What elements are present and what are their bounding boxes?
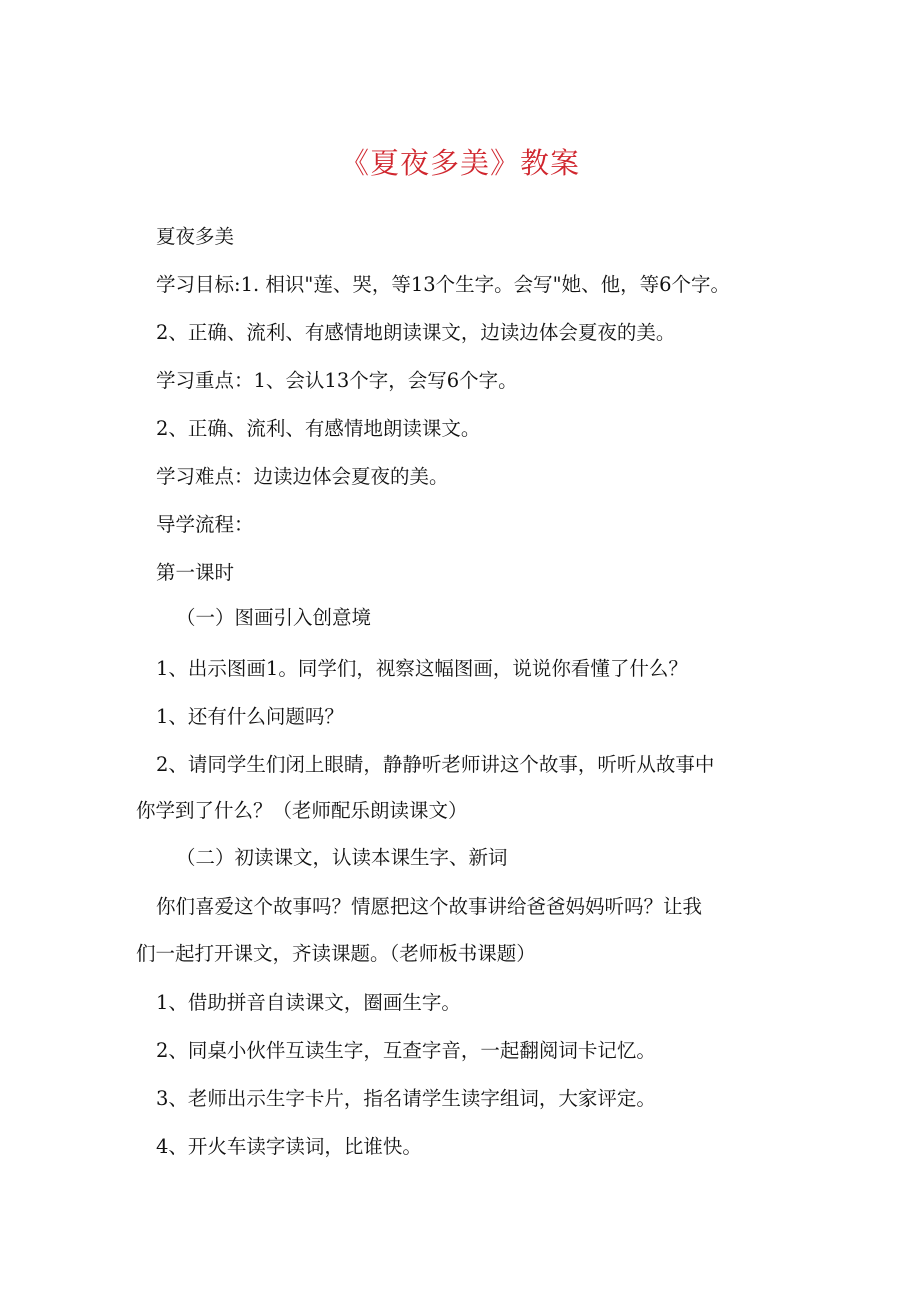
paragraph-line: 3、老师出示生字卡片，指名请学生读字组词，大家评定。 — [156, 1087, 656, 1110]
paragraph-line: 2、请同学生们闭上眼睛，静静听老师讲这个故事，听听从故事中 — [156, 753, 715, 776]
lesson-heading: 第一课时 — [156, 561, 235, 584]
paragraph-line: 1、还有什么问题吗？ — [156, 705, 344, 728]
paragraph-line: 你学到了什么？（老师配乐朗读课文） — [136, 799, 468, 822]
subsection-heading: （二）初读课文，认读本课生字、新词 — [176, 846, 508, 869]
paragraph-line: 你们喜爱这个故事吗？情愿把这个故事讲给爸爸妈妈听吗？让我 — [156, 895, 703, 918]
key-point-1: 学习重点：1、会认13个字，会写6个字。 — [156, 369, 518, 392]
document-title: 《夏夜多美》教案 — [339, 146, 580, 180]
difficulty-line: 学习难点：边读边体会夏夜的美。 — [156, 465, 449, 488]
paragraph-line: 们一起打开课文，齐读课题。（老师板书课题） — [136, 942, 536, 965]
section-heading: 夏夜多美 — [156, 225, 235, 248]
subsection-heading: （一）图画引入创意境 — [176, 606, 372, 629]
learning-objective-2: 2、正确、流利、有感情地朗读课文，边读边体会夏夜的美。 — [156, 321, 676, 344]
learning-objective-1: 学习目标:1. 相识"莲、哭，等13个生字。会写"她、他，等6个字。 — [156, 273, 731, 296]
paragraph-line: 2、同桌小伙伴互读生字，互查字音，一起翻阅词卡记忆。 — [156, 1039, 656, 1062]
paragraph-line: 4、开火车读字读词，比谁快。 — [156, 1135, 422, 1158]
key-point-2: 2、正确、流利、有感情地朗读课文。 — [156, 417, 481, 440]
paragraph-line: 1、借助拼音自读课文，圈画生字。 — [156, 991, 461, 1014]
paragraph-line: 1、出示图画1。同学们，视察这幅图画，说说你看懂了什么？ — [156, 657, 688, 680]
process-heading: 导学流程： — [156, 513, 254, 536]
